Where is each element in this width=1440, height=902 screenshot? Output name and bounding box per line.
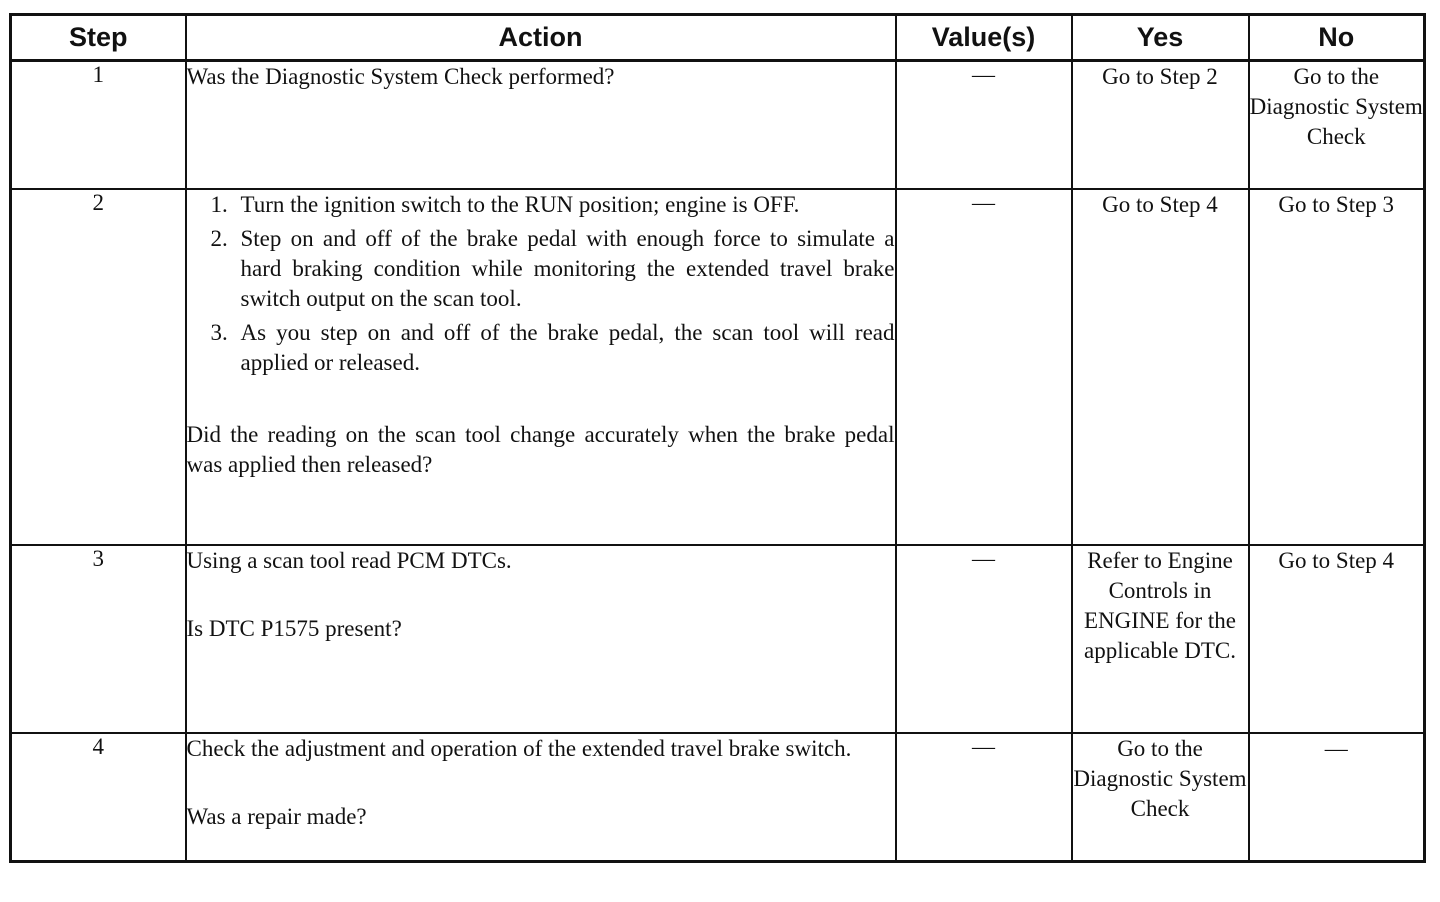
action-step-item <box>210 318 895 378</box>
action-step-number: 3. <box>210 320 228 345</box>
diagnostic-table <box>9 13 1426 863</box>
header-no: No <box>1249 15 1425 61</box>
action-step-number: 2. <box>210 226 228 251</box>
no-cell: Go to the Diagnostic System Check <box>1249 61 1425 190</box>
header-step: Step <box>11 15 186 61</box>
header-yes: Yes <box>1072 15 1249 61</box>
table-row <box>11 545 1425 733</box>
value-cell: — <box>896 733 1072 862</box>
action-step-item <box>210 190 895 220</box>
no-cell: — <box>1249 733 1425 862</box>
header-row <box>11 15 1425 61</box>
value-cell: — <box>896 545 1072 733</box>
action-cell <box>186 61 896 190</box>
step-number: 1 <box>11 61 186 190</box>
yes-cell: Go to the Diagnostic System Check <box>1072 733 1249 862</box>
header-action: Action <box>186 15 896 61</box>
no-cell: Go to Step 3 <box>1249 189 1425 545</box>
step-number: 2 <box>11 189 186 545</box>
action-step-text: As you step on and off of the brake pedal, the scan tool will read applied or released. <box>240 320 895 375</box>
action-cell <box>186 733 896 862</box>
table-row <box>11 733 1425 862</box>
action-question: Is DTC P1575 present? <box>186 616 402 641</box>
value-cell: — <box>896 61 1072 190</box>
action-instruction: Using a scan tool read PCM DTCs. <box>186 548 512 573</box>
action-step-list <box>187 190 895 378</box>
step-number: 3 <box>11 545 186 733</box>
action-cell <box>186 545 896 733</box>
table-row <box>11 61 1425 190</box>
yes-cell: Go to Step 4 <box>1072 189 1249 545</box>
action-question: Did the reading on the scan tool change accurately when the brake pedal was applied then released? <box>186 422 895 477</box>
action-step-item <box>210 224 895 314</box>
action-question: Was a repair made? <box>186 804 367 829</box>
table-row <box>11 189 1425 545</box>
action-step-text: Step on and off of the brake pedal with enough force to simulate a hard braking condition while monitoring the extended travel brake switch output on the scan tool. <box>240 226 895 311</box>
yes-cell: Go to Step 2 <box>1072 61 1249 190</box>
action-cell <box>186 189 896 545</box>
action-step-number: 1. <box>210 192 228 217</box>
header-values: Value(s) <box>896 15 1072 61</box>
action-instruction: Check the adjustment and operation of the extended travel brake switch. <box>186 736 852 761</box>
yes-cell: Refer to Engine Controls in ENGINE for the applicable DTC. <box>1072 545 1249 733</box>
action-question: Was the Diagnostic System Check performed? <box>186 64 615 89</box>
value-cell: — <box>896 189 1072 545</box>
step-number: 4 <box>11 733 186 862</box>
no-cell: Go to Step 4 <box>1249 545 1425 733</box>
action-step-text: Turn the ignition switch to the RUN position; engine is OFF. <box>240 192 800 217</box>
